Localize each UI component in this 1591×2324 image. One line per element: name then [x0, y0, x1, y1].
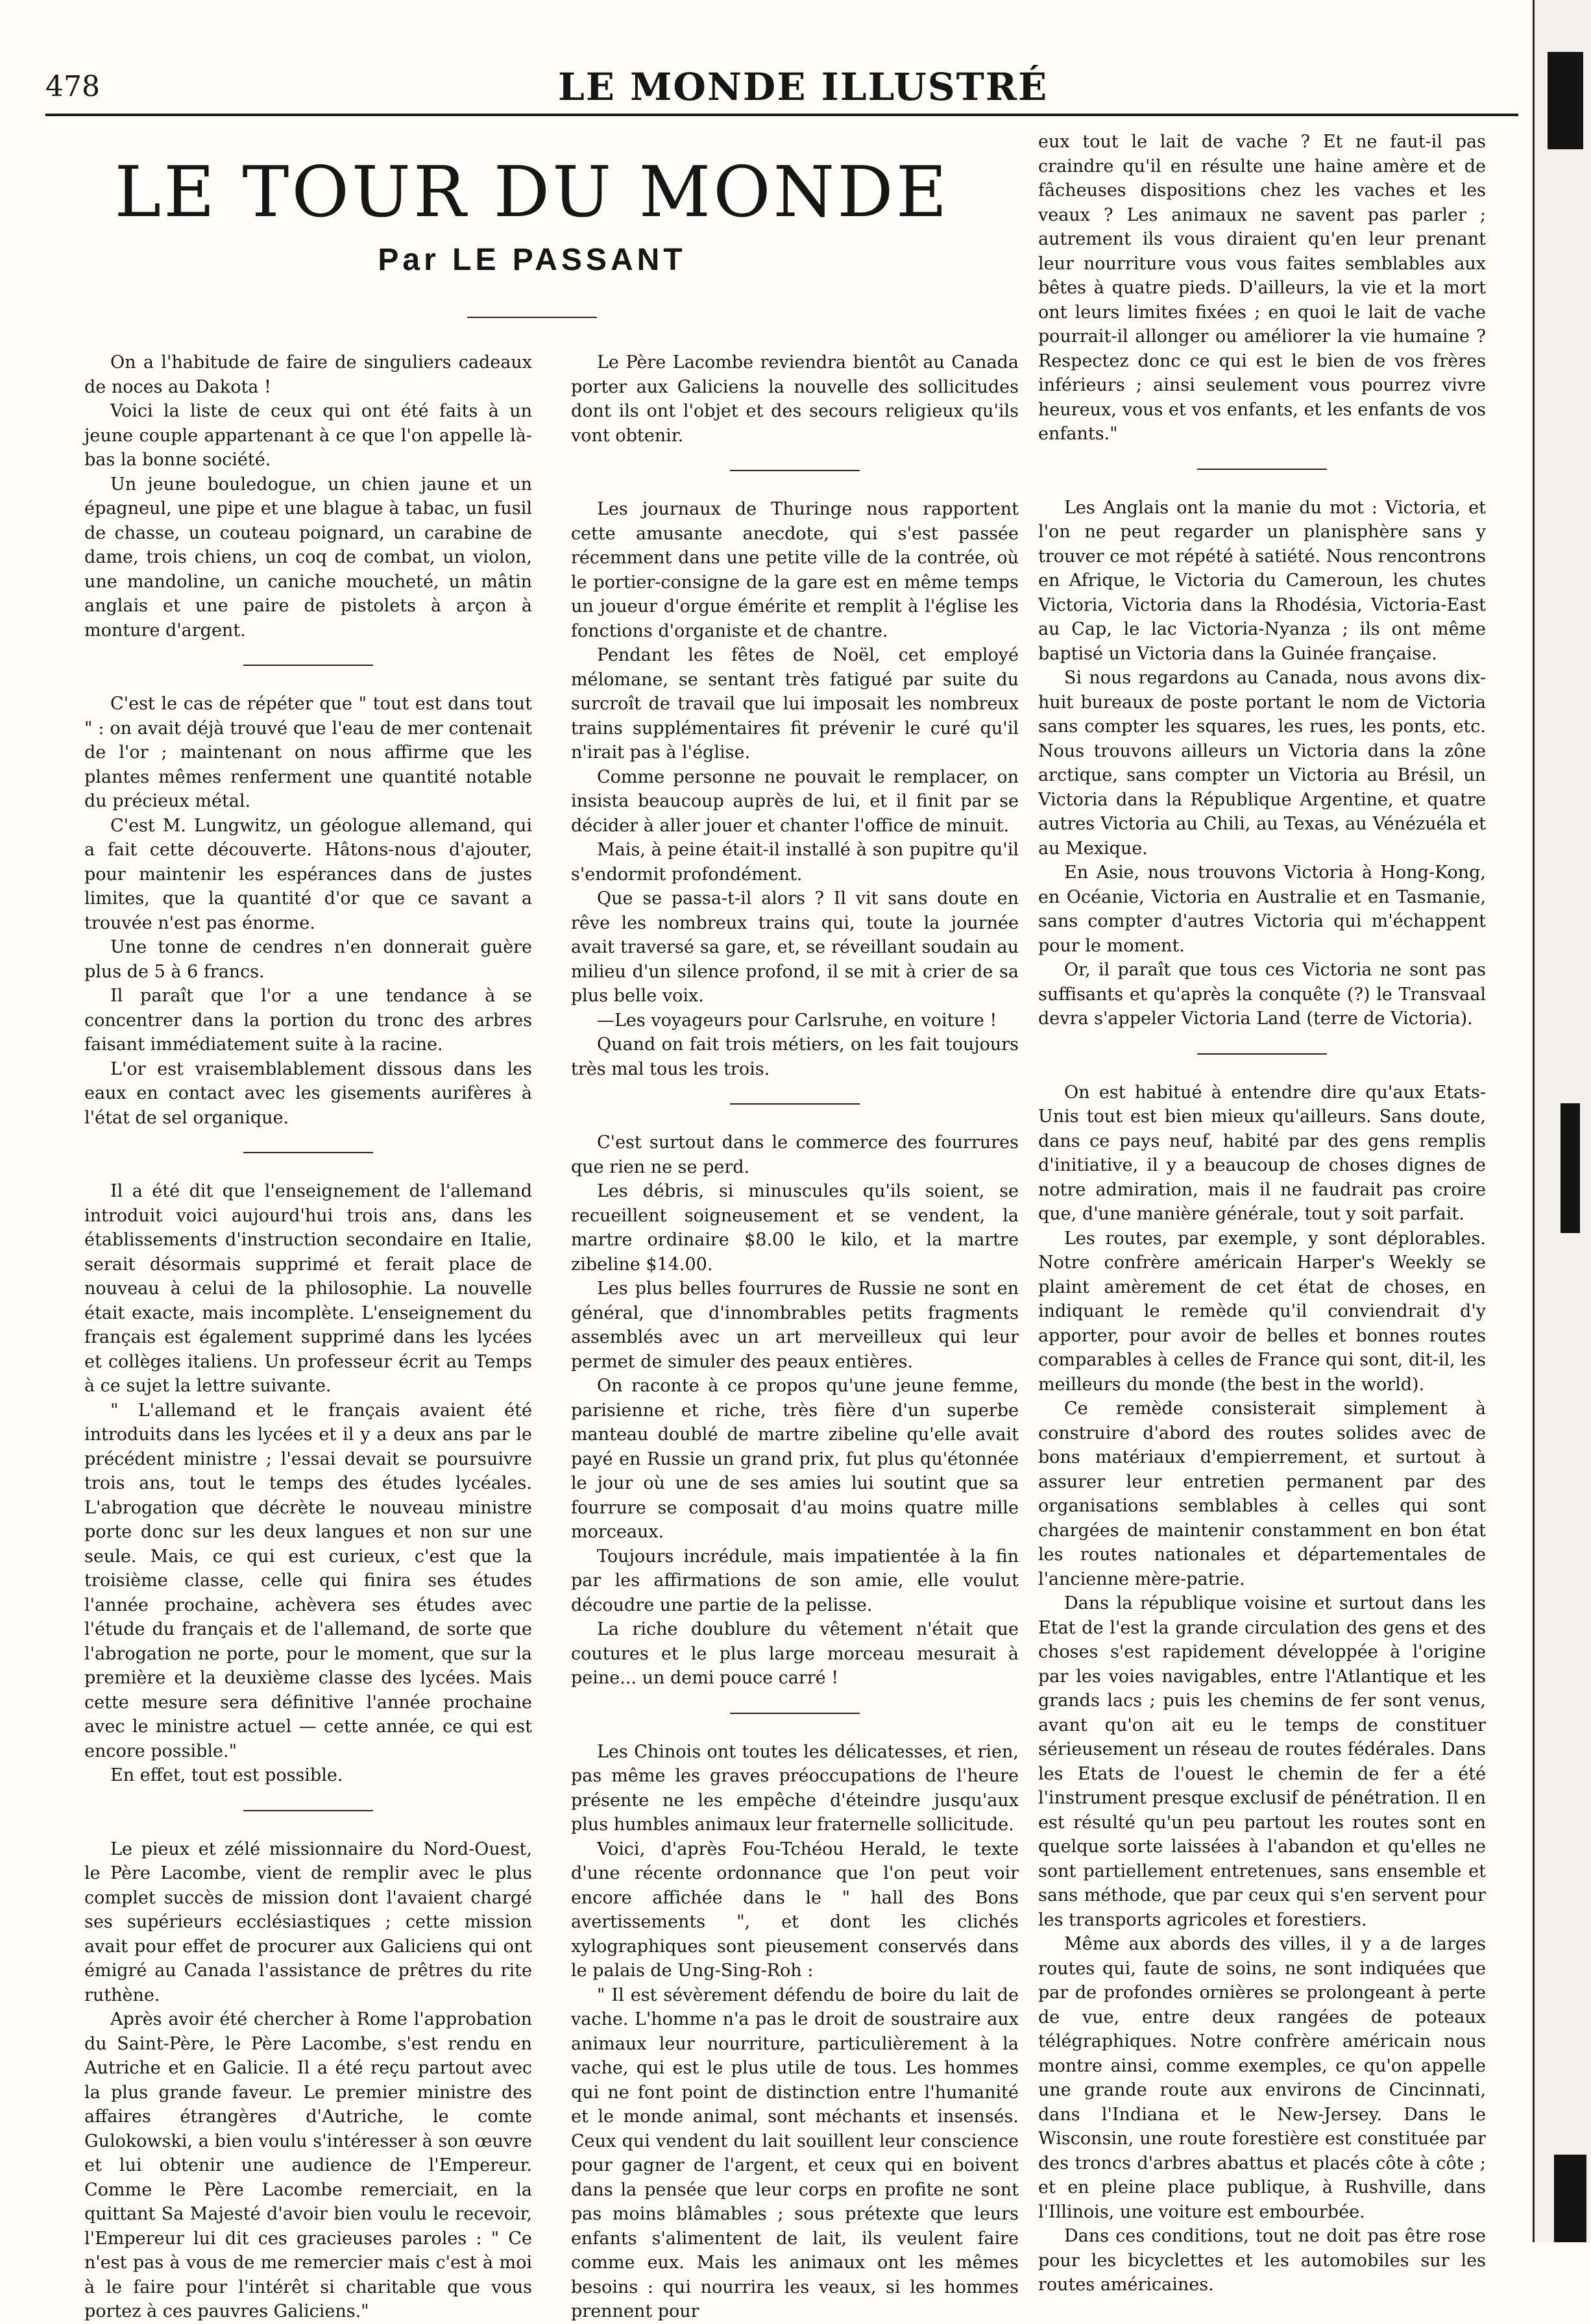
paragraph: On a l'habitude de faire de singuliers cadeaux de noces au Dakota !: [84, 352, 532, 397]
column-3: [1038, 130, 1486, 2297]
paragraph: C'est le cas de répéter que " tout est dans tout " : on avait déjà trouvé que l'eau de mer contenait de l'or ; maintenant on nous affirme que les plantes mêmes renferment une quantité notable du précieux métal.: [84, 694, 532, 811]
paragraph: Pendant les fêtes de Noël, cet employé mélomane, se sentant très fatigué par suite du surcroît de travail que lui imposait les nombreux trains supplémentaires fit prévenir le curé qu'il n'irait pas à l'église.: [571, 645, 1019, 763]
paragraph: Les plus belles fourrures de Russie ne sont en général, que d'innombrables petits fragments assemblés avec un art merveilleux qui leur permet de simuler des peaux entières.: [571, 1278, 1019, 1372]
paragraph: C'est M. Lungwitz, un géologue allemand, qui a fait cette découverte. Hâtons-nous d'ajouter, pour maintenir les espérances dans de justes limites, que la quantité d'or que ce savant a trouvée n'est pas énorme.: [84, 815, 532, 933]
paragraph: On raconte à ce propos qu'une jeune femme, parisienne et riche, très fière d'un superbe manteau doublé de martre zibeline qu'elle avait payé en Russie un grand prix, fut plus qu'étonnée le jour où une de ses amies lui soutint que sa fourrure se composait d'au moins quatre mille morceaux.: [571, 1376, 1019, 1542]
paragraph: Que se passa-t-il alors ? Il vit sans doute en rêve les nombreux trains qui, toute la journée avait traversé sa gare, et, se réveillant soudain au milieu d'un silence profond, il se mit à crier de sa plus belle voix.: [571, 888, 1019, 1006]
paragraph: Mais, à peine était-il installé à son pupitre qu'il s'endormit profondément.: [571, 840, 1019, 885]
section-divider: [730, 470, 860, 471]
paragraph: Après avoir été chercher à Rome l'approbation du Saint-Père, le Père Lacombe, s'est rendu en Autriche et en Galicie. Il a été reçu partout avec la plus grande faveur. Le premier ministre des affaires étrangères d'Autriche, le comte Gulokowski, a bien voulu s'intéresser à son œuvre et lui obtenir une audience de l'Empereur. Comme le Père Lacombe remerciait, en la quittant Sa Majesté d'avoir bien voulu le recevoir, l'Empereur lui dit ces gracieuses paroles : " Ce n'est pas à vous de me remercier mais c'est à moi à le faire pour l'intérêt si charitable que vous portez à ces pauvres Galiciens.": [84, 2009, 532, 2321]
section-divider: [730, 1713, 860, 1714]
paragraph: Même aux abords des villes, il y a de larges routes qui, faute de soins, ne sont indiquées que par de profondes ornières se prolongeant à perte de vue, entre deux rangées de poteaux télégraphiques. Notre confrère américain nous montre ainsi, comme exemples, ce qu'on appelle une grande route aux environs de Cincinnati, dans l'Indiana et le New-Jersey. Dans le Wisconsin, une route forestière est constituée par des troncs d'arbres abattus et placés côte à côte ; et en pleine place publique, à Rushville, dans l'Illinois, une voiture est embourbée.: [1038, 1934, 1486, 2222]
paragraph: En effet, tout est possible.: [110, 1765, 343, 1785]
paragraph: C'est surtout dans le commerce des fourrures que rien ne se perd.: [571, 1132, 1019, 1177]
paragraph: Les Anglais ont la manie du mot : Victoria, et l'on ne peut regarder un planisphère sans y trouver ce mot répété à satiété. Nous rencontrons en Afrique, le Victoria du Cameroun, les chutes Victoria, Victoria dans la Rhodésia, Victoria-East au Cap, le lac Victoria-Nyanza ; ils ont même baptisé un Victoria dans la Guinée française.: [1038, 497, 1486, 664]
paragraph: Les Chinois ont toutes les délicatesses, et rien, pas même les graves préoccupations de l'heure présente ne les empêche d'éteindre jusqu'aux plus humbles animaux leur fraternelle sollicitude.: [571, 1741, 1019, 1835]
title-rule: [467, 317, 597, 318]
paragraph: eux tout le lait de vache ? Et ne faut-il pas craindre qu'il en résulte une haine amère et de fâcheuses dispositions chez les vaches et les veaux ? Les animaux ne savent pas parler ; autrement ils vous diraient qu'en leur prenant leur nourriture vous vous faites semblables aux bêtes à quatre pieds. D'ailleurs, la vie et la mort ont leurs limites fixées ; en quoi le lait de vache pourrait-il allonger ou améliorer la vie humaine ? Respectez donc ce qui est le bien de vos frères inférieurs ; ainsi seulement vous pourrez vivre heureux, vous et vos enfants, et les enfants de vos enfants.": [1038, 132, 1486, 444]
paragraph: L'or est vraisemblablement dissous dans les eaux en contact avec les gisements aurifères à l'état de sel organique.: [84, 1058, 532, 1128]
paragraph: Une tonne de cendres n'en donnerait guère plus de 5 à 6 francs.: [84, 937, 532, 982]
section-divider: [243, 665, 373, 666]
paragraph: En Asie, nous trouvons Victoria à Hong-Kong, en Océanie, Victoria en Australie et en Tasmanie, sans compter d'autres Victoria qui m'échappent pour le moment.: [1038, 862, 1486, 956]
paragraph: La riche doublure du vêtement n'était que coutures et le plus large morceau mesurait à peine... un demi pouce carré !: [571, 1619, 1019, 1688]
column-2: [571, 350, 1019, 2324]
paragraph: Il a été dit que l'enseignement de l'allemand introduit voici aujourd'hui trois ans, dans les établissements d'instruction secondaire en Italie, serait désormais supprimé et ferait place de nouveau à celui de la philosophie. La nouvelle était exacte, mais incomplète. L'enseignement du français est également supprimé dans les lycées et collèges italiens. Un professeur écrit au Temps à ce sujet la lettre suivante.: [84, 1181, 532, 1396]
paragraph: On est habitué à entendre dire qu'aux Etats-Unis tout est bien mieux qu'ailleurs. Sans doute, dans ce pays neuf, habité par des gens remplis d'initiative, il y a beaucoup de choses dignes de notre admiration, mais il ne faudrait pas croire que, d'une manière générale, tout y soit parfait.: [1038, 1082, 1486, 1224]
scanned-page-edge: [1533, 0, 1591, 2242]
masthead: LE MONDE ILLUSTRÉ: [558, 65, 1049, 109]
header-rule: [45, 114, 1518, 116]
page-number: 478: [45, 70, 100, 103]
paragraph: Si nous regardons au Canada, nous avons dix-huit bureaux de poste portant le nom de Victoria sans compter les squares, les rues, les ponts, etc. Nous trouvons ailleurs un Victoria dans la zône arctique, sans compter un Victoria au Brésil, un Victoria dans la République Argentine, et quatre autres Victoria au Chili, au Texas, au Vénézuéla et au Mexique.: [1038, 668, 1486, 859]
paragraph: Un jeune bouledogue, un chien jaune et un épagneul, une pipe et une blague à tabac, un fusil de chasse, un couteau poignard, un carabine de dame, trois chiens, un coq de combat, un violon, une mandoline, un caniche moucheté, un mâtin anglais et une paire de pistolets à arçon à monture d'argent.: [84, 474, 532, 641]
paragraph: " L'allemand et le français avaient été introduits dans les lycées et il y a deux ans par le précédent ministre ; l'essai devait se poursuivre trois ans, tout le temps des études lycéales. L'abrogation que décrète le nouveau ministre porte donc sur les deux langues et non sur une seule. Mais, ce qui est curieux, c'est que la troisième classe, celle qui finira ses études l'année prochaine, achèvera ses études avec l'étude du français et de l'allemand, de sorte que l'abrogation ne porte, pour le moment, que sur la première et la deuxième classe des lycées. Mais cette mesure sera définitive l'année prochaine avec le ministre actuel — cette année, ce qui est encore possible.": [84, 1400, 532, 1761]
paragraph: Voici la liste de ceux qui ont été faits à un jeune couple appartenant à ce que l'on appelle là-bas la bonne société.: [84, 401, 532, 470]
paragraph: Dans ces conditions, tout ne doit pas être rose pour les bicyclettes et les automobiles sur les routes américaines.: [1038, 2226, 1486, 2295]
article-byline: Par LE PASSANT: [378, 243, 686, 278]
article-heading: [78, 152, 986, 344]
paragraph: Voici, d'après Fou-Tchéou Herald, le texte d'une récente ordonnance que l'on peut voir encore affichée dans le " hall des Bons avertissements ", et dont les clichés xylographiques sont pieusement conservés dans le palais de Ung-Sing-Roh :: [571, 1839, 1019, 1981]
section-divider: [1197, 469, 1327, 470]
paragraph: Le Père Lacombe reviendra bientôt au Canada porter aux Galiciens la nouvelle des sollicitudes dont ils ont l'objet et des secours religieux qu'ils vont obtenir.: [571, 352, 1019, 446]
section-divider: [730, 1103, 860, 1105]
paragraph: Ce remède consisterait simplement à construire d'abord des routes solides avec de bons matériaux d'empierrement, et surtout à assurer leur entretien permanent par des organisations semblables à celles qui sont chargées de maintenir constamment en bon état les routes nationales et départementales de l'ancienne mère-patrie.: [1038, 1399, 1486, 1589]
paragraph: " Il est sévèrement défendu de boire du lait de vache. L'homme n'a pas le droit de soustraire aux animaux leur nourriture, particulièrement à la vache, qui est le plus utile de tous. Les hommes qui ne font point de distinction entre l'humanité et le monde animal, sont méchants et insensés. Ceux qui vendent du lait souillent leur conscience pour gagner de l'argent, et ceux qui en boivent dans la pensée que leur corps en profite ne sont pas moins blâmables ; sous prétexte que leurs enfants s'alimentent de lait, ils veulent faire comme eux. Mais les animaux ont les mêmes besoins : qui nourrira les veaux, si les hommes prennent pour: [571, 1985, 1019, 2321]
section-divider: [1197, 1053, 1327, 1055]
paragraph: Comme personne ne pouvait le remplacer, on insista beaucoup auprès de lui, et il finit par se décider à aller jouer et chanter l'office de minuit.: [571, 766, 1019, 836]
paragraph: Les routes, par exemple, y sont déplorables. Notre confrère américain Harper's Weekly se plaint amèrement de cet état de choses, en indiquant le remède qu'il conviendrait d'y apporter, pour avoir de belles et bonnes routes comparables à celles de France qui sont, dit-il, les meilleurs du monde (the best in the world).: [1038, 1228, 1486, 1395]
article-title: LE TOUR DU MONDE: [114, 152, 950, 233]
paragraph: Il paraît que l'or a une tendance à se concentrer dans la portion du tronc des arbres faisant immédiatement suite à la racine.: [84, 986, 532, 1055]
paragraph: —Les voyageurs pour Carlsruhe, en voiture !: [597, 1010, 997, 1031]
paragraph: Toujours incrédule, mais impatientée à la fin par les affirmations de son amie, elle voulut découdre une partie de la pelisse.: [571, 1546, 1019, 1615]
paragraph: Les débris, si minuscules qu'ils soient, se recueillent soigneusement et se vendent, la martre ordinaire $8.00 le kilo, et la martre zibeline $14.00.: [571, 1181, 1019, 1275]
paragraph: Dans la république voisine et surtout dans les Etat de l'est la grande circulation des gens et des choses s'est rapidement développée à l'origine par les voies navigables, entre l'Atlantique et les grands lacs ; puis les chemins de fer sont venus, avant qu'on ait eu le temps de constituer sérieusement un réseau de routes fédérales. Dans les Etats de l'ouest le chemin de fer a été l'instrument presque exclusif de pénétration. Il en est résulté qu'un peu partout les routes sont en quelque sorte laissées à l'abandon et qu'elles ne sont partiellement entretenues, sans ensemble et sans méthode, que par ceux qui s'en servent pour les transports agricoles et forestiers.: [1038, 1593, 1486, 1930]
section-divider: [243, 1810, 373, 1811]
paragraph: Quand on fait trois métiers, on les fait toujours très mal tous les trois.: [571, 1034, 1019, 1079]
paragraph: Le pieux et zélé missionnaire du Nord-Ouest, le Père Lacombe, vient de remplir avec le plus complet succès de mission dont l'avaient chargé ses supérieurs ecclésiastiques ; cette mission avait pour effet de procurer aux Galiciens qui ont émigré au Canada l'assistance de prêtres du rite ruthène.: [84, 1839, 532, 2005]
paragraph: Or, il paraît que tous ces Victoria ne sont pas suffisants et qu'après la conquête (?) le Transvaal devra s'appeler Victoria Land (terre de Victoria).: [1038, 960, 1486, 1029]
column-1: [84, 350, 532, 2324]
paragraph: Les journaux de Thuringe nous rapportent cette amusante anecdote, qui s'est passée récemment dans une petite ville de la contrée, où le portier-consigne de la gare est en même temps un joueur d'orgue émérite et remplit à l'église les fonctions d'organiste et de chantre.: [571, 499, 1019, 641]
section-divider: [243, 1152, 373, 1153]
